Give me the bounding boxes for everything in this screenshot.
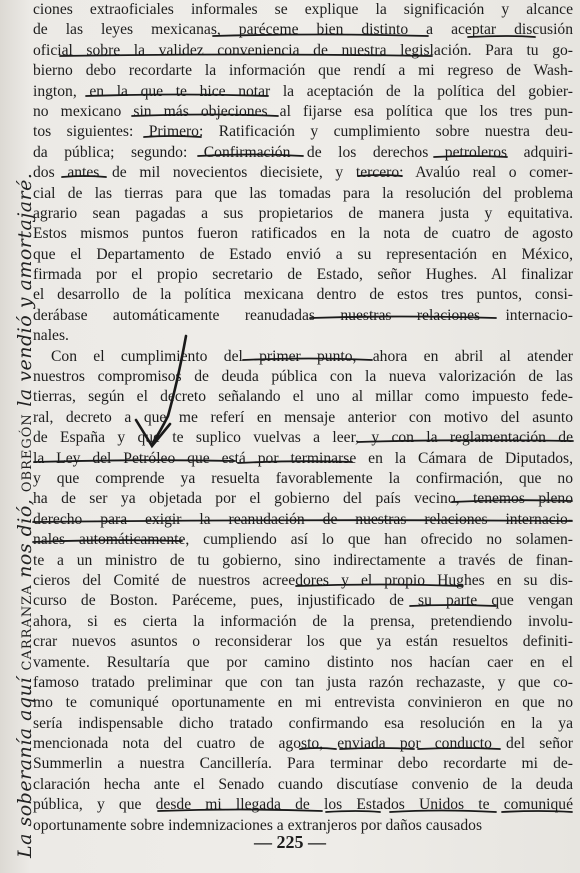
text-line: nales automáticamente, cumpliendo así lo que han ofrecido no solamen- [33, 531, 573, 549]
text-line: vamente. Resultaría que por camino distinto nos hacían caer en el [33, 653, 573, 671]
text-line: mencionada nota del cuatro de agosto, enviada por conducto del señor [33, 735, 573, 753]
text-line: de las leyes mexicanas, parécemе bien distinto a aceptar discusión [33, 21, 573, 39]
text-line: pública, y que desde mi llegada de los Estados Unidos te comuniqué [33, 796, 573, 814]
text-line: tierras, según el decreto señalando el uno al millar como impuesto fede- [33, 388, 573, 406]
text-line: claración hecha ante el Senado cuando discutíase convenio de la deuda [33, 775, 573, 793]
text-line: te a un ministro de tu gobierno, sino indirectamente a través de finan- [33, 551, 573, 569]
text-line: oficial sobre la validez conveniencia de nuestra legislación. Para tu go- [33, 41, 573, 59]
text-line: mo te comuniqué oportunamente en mi entrevista convinieron en que no [33, 694, 573, 712]
margin-note-name: CARRANZA [20, 584, 35, 671]
text-line: que el Departamento de Estado envió a su representación en México, [33, 245, 573, 263]
text-line: ha de ser ya objetada por el gobierno del país vecino, tenemos pleno [33, 490, 573, 508]
body-text [33, 0, 573, 836]
text-line: ahora, si es cierta la información de la prensa, pretendiendo involu- [33, 612, 573, 630]
text-line: Estos mismos puntos fueron ratificados en la nota de cuatro de agosto [33, 225, 573, 243]
text-line: nuestros compromisos de deuda pública con la nueva valorización de las [33, 368, 573, 386]
page-number: — 225 — [254, 832, 326, 852]
text-line: de España y que te suplico vuelvas a leer, y con la reglamentación de [33, 429, 573, 447]
text-line: cieros del Comité de nuestros acreedores y el propio Hughes en su dis- [33, 571, 573, 589]
text-line: ral, decreto a que me referí en mensaje anterior con motivo del asunto [33, 408, 573, 426]
text-line: Summerlin a nuestra Cancillería. Para terminar debo recordarte mi de- [33, 755, 573, 773]
text-line: cial de las tierras para que las tomadas para la resolución del problema [33, 184, 573, 202]
text-line: sería indispensable dicho tratado confirmando esa resolución en la ya [33, 714, 573, 732]
text-line: derábase automáticamente reanudadas nuestras relaciones internacio- [33, 306, 573, 324]
text-line: la Ley del Petróleo que está por terminarse en la Cámara de Diputados, [33, 449, 573, 467]
text-line: bierno debo recordarte la información que rendí a mi regreso de Wash- [33, 62, 573, 80]
text-line: Con el cumplimiento del primer punto, ahora en abril al atender [51, 347, 573, 365]
text-line: y que comprende ya resuelta favorablemente la confirmación, que no [33, 469, 573, 487]
margin-note-name: OBREGÓN [20, 413, 35, 493]
text-line: nales. [33, 327, 69, 345]
text-line: crar nuevos asuntos o reconsiderar los que ya están resueltos definiti- [33, 633, 573, 651]
text-line: derecho para exigir la reanudación de nuestras relaciones internacio- [33, 510, 573, 528]
text-line: oportunamente sobre indemnizaciones a extranjeros por daños causados [33, 816, 483, 834]
text-line: ington, en la que te hice notar la aceptación de la política del gobier- [33, 82, 573, 100]
text-line: firmada por el propio secretario de Estado, señor Hughes. Al finalizar [33, 266, 573, 284]
text-line: ciones extraoficiales informales se explique la significación y alcance [33, 1, 573, 18]
text-line: el desarrollo de la política mexicana dentro de estos tres puntos, consi- [33, 286, 573, 304]
margin-note-part: La soberanía aquí [14, 670, 36, 858]
text-line: da pública; segundo: Confirmación de los derechos petroleros adquiri- [33, 143, 573, 161]
text-line: dos antes de mil novecientos diecisiete, y tercero: Avalúo real o comer- [33, 164, 573, 182]
margin-note-part: nos dió, [14, 492, 36, 585]
handwritten-margin-note [14, 38, 36, 858]
text-line: famoso tratado preliminar que con tan justa razón rechazaste, y que co- [33, 673, 573, 691]
text-line: agrario sean pagadas a sus propietarios de manera justa y equitativa. [33, 204, 573, 222]
text-line: tos siguientes: Primero: Ratificación y cumplimiento sobre nuestra deu- [33, 123, 573, 141]
margin-note-part: la vendió y amortajaré. [14, 172, 36, 414]
text-line: curso de Boston. Parécemе, pues, injustificado de su parte que vengan [33, 592, 573, 610]
text-line: no mexicano sin más objeciones al fijarse esa política que los tres pun- [33, 102, 573, 120]
